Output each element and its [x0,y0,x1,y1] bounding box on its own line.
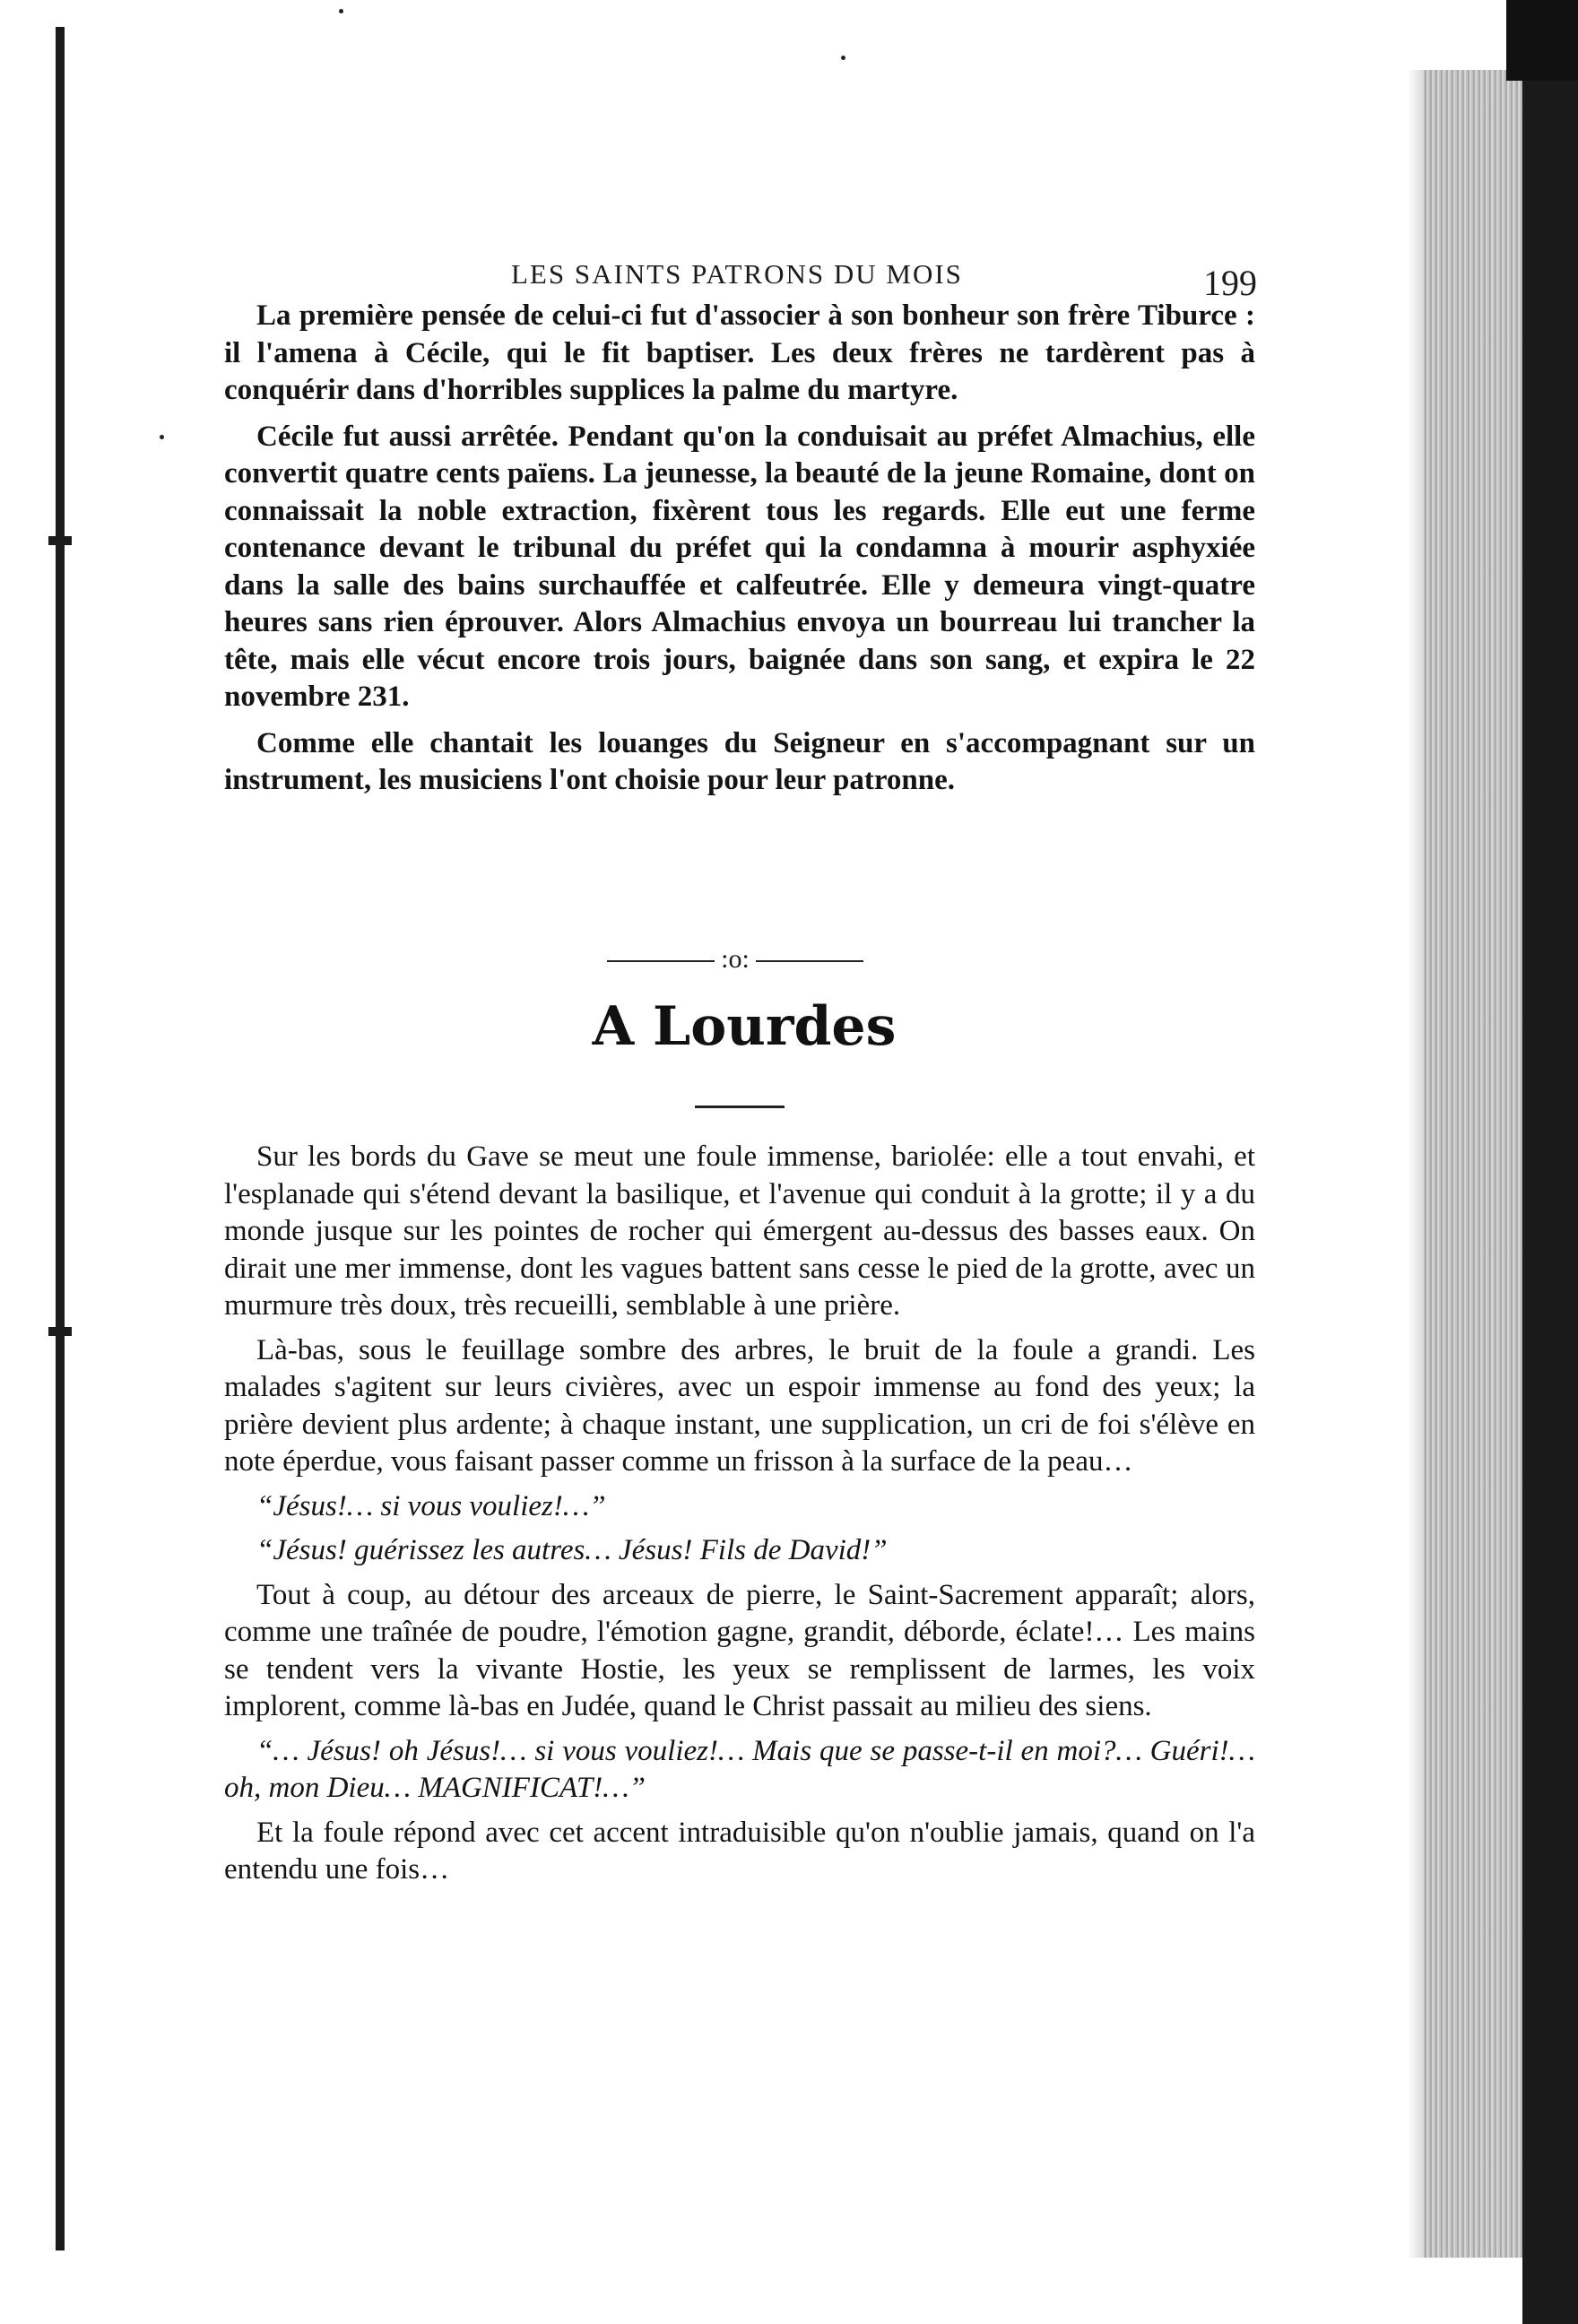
page-number: 199 [1203,263,1257,303]
section-separator [574,944,897,975]
heading-rule [695,1106,785,1108]
film-margin-top [65,0,1522,70]
film-margin-bottom [65,2270,1522,2324]
page-edge-shadow [1408,70,1424,2258]
paragraph: Là-bas, sous le feuillage sombre des arbres, le bruit de la foule a grandi. Les malades s'agitent sur leurs civières, avec un espoir immense au fond des yeux; la prière devient plus ardente; à chaque instant, une supplication, un cri de foi s'élève en note éperdue, vous faisant passer comme un frisson à la surface de la peau… [224,1333,1255,1478]
film-speck [841,56,845,60]
running-head: LES SAINTS PATRONS DU MOIS [511,258,963,290]
film-border-left [56,27,65,2250]
article-heading: A Lourdes [592,995,897,1058]
separator-dash [607,960,715,962]
film-speck [160,435,164,439]
paragraph: Sur les bords du Gave se meut une foule immense, bariolée: elle a tout envahi, et l'esplanade qui s'étend devant la basilique, et l'avenue qui conduit à la grotte; il y a du monde jusque sur les pointes de rocher qui émergent au-dessus des basses eaux. On dirait une mer immense, dont les vagues battent sans cesse le pied de la grotte, avec un murmure très doux, très recueilli, semblable à une prière. [224,1140,1255,1322]
film-tick-mark [48,1327,72,1336]
section-saints-text [224,298,1255,809]
paragraph: Tout à coup, au détour des arceaux de pierre, le Saint-Sacrement apparaît; alors, comme une traînée de poudre, l'émotion gagne, grandit, déborde, éclate!… Les mains se tendent vers la vivante Hostie, les yeux se remplissent de larmes, les voix implorent, comme là-bas en Judée, quand le Christ passait au milieu des siens. [224,1578,1255,1722]
book-page [224,242,1255,2035]
film-tick-mark [48,536,72,545]
section-lourdes-text [224,1139,1255,1896]
film-speck [339,9,343,13]
separator-dash [756,960,863,962]
separator-mark: :o: [721,944,750,974]
paragraph: Comme elle chantait les louanges du Seigneur en s'accompagnant sur un instrument, les musiciens l'ont choisie pour leur patronne. [224,726,1255,796]
film-margin-left [0,0,56,2324]
book-page-edges [1424,70,1522,2258]
quote-line: “Jésus!… si vous vouliez!…” [256,1489,606,1522]
quote-line: “Jésus! guérissez les autres… Jésus! Fils de David!” [256,1534,888,1566]
quote-line: “… Jésus! oh Jésus!… si vous vouliez!… Mais que se passe-t-il en moi?… Guéri!… oh, mon Dieu… MAGNIFICAT!…” [224,1734,1255,1804]
film-border-right [1522,0,1578,2324]
paragraph: Cécile fut aussi arrêtée. Pendant qu'on la conduisait au préfet Almachius, elle convertit quatre cents païens. La jeunesse, la beauté de la jeune Romaine, dont on connaissait la noble extraction, fixèrent tous les regards. Elle eut une ferme contenance devant le tribunal du préfet qui la condamna à mourir asphyxiée dans la salle des bains surchauffée et calfeutrée. Elle y demeura vingt-quatre heures sans rien éprouver. Alors Almachius envoya un bourreau lui trancher la tête, mais elle vécut encore trois jours, baignée dans son sang, et expira le 22 novembre 231. [224,420,1255,713]
paragraph: Et la foule répond avec cet accent intraduisible qu'on n'oublie jamais, quand on l'a entendu une fois… [224,1816,1255,1886]
paragraph: La première pensée de celui-ci fut d'associer à son bonheur son frère Tiburce : il l'amena à Cécile, qui le fit baptiser. Les deux frères ne tardèrent pas à conquérir dans d'horribles supplices la palme du martyre. [224,299,1255,406]
film-corner-dark [1506,0,1578,81]
